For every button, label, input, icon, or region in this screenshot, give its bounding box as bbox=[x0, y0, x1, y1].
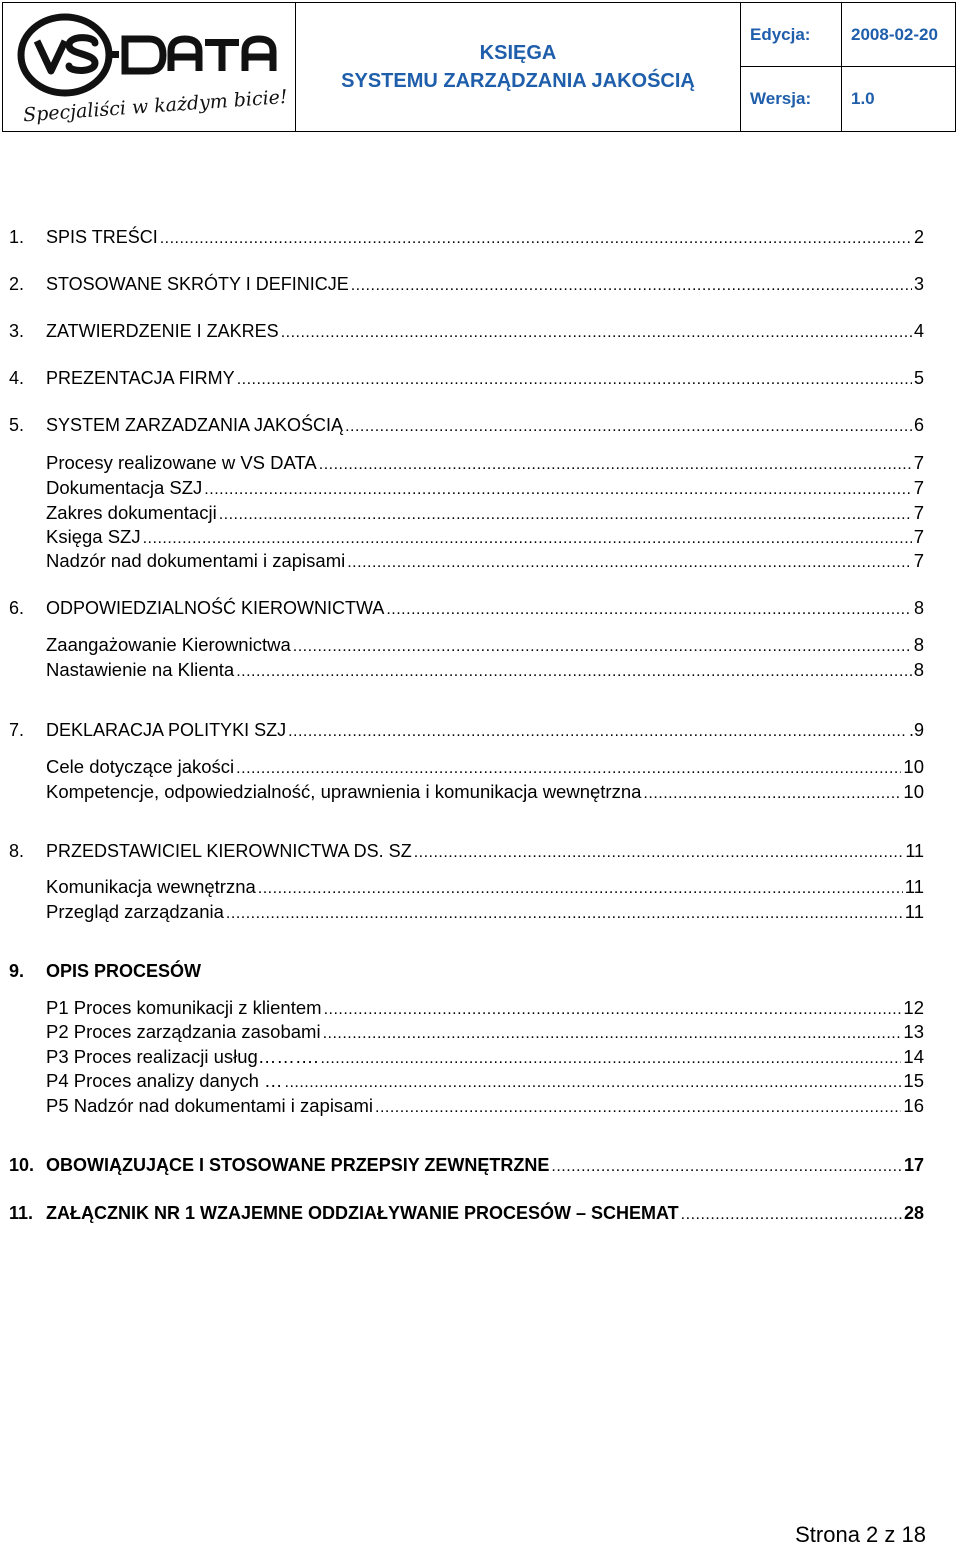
toc-subentry[interactable] bbox=[46, 550, 924, 574]
toc-title: ODPOWIEDZIALNOŚĆ KIEROWNICTWA bbox=[46, 598, 385, 618]
toc-subentry[interactable] bbox=[46, 1021, 924, 1045]
toc-leader bbox=[320, 1050, 901, 1068]
page-number: Strona 2 z 18 bbox=[795, 1522, 926, 1547]
toc-page: 10 bbox=[903, 781, 924, 802]
toc-page: 8 bbox=[913, 598, 924, 618]
toc-subentry[interactable] bbox=[46, 1070, 924, 1094]
toc-number: 11. bbox=[9, 1203, 34, 1223]
toc-title: Nadzór nad dokumentami i zapisami bbox=[46, 550, 346, 571]
toc-title: PREZENTACJA FIRMY bbox=[46, 368, 235, 388]
toc-title: Zaangażowanie Kierownictwa bbox=[46, 634, 291, 655]
toc-subentry[interactable] bbox=[46, 876, 924, 900]
toc-page: 7 bbox=[913, 550, 924, 571]
version-value: 1.0 bbox=[851, 89, 875, 108]
toc-entry-4[interactable] bbox=[9, 368, 924, 392]
toc-leader bbox=[285, 1074, 902, 1092]
toc-leader bbox=[160, 230, 912, 248]
toc-page: 8 bbox=[913, 659, 924, 680]
toc-leader bbox=[236, 663, 912, 681]
toc-title: ZAŁĄCZNIK NR 1 WZAJEMNE ODDZIAŁYWANIE PROCESÓW – SCHEMAT bbox=[46, 1203, 679, 1223]
toc-page: 3 bbox=[913, 274, 924, 294]
edition-label: Edycja: bbox=[741, 3, 842, 67]
toc-leader bbox=[551, 1158, 902, 1176]
toc-number: 4. bbox=[9, 368, 25, 388]
toc-title: P3 Proces realizacji usług………. bbox=[46, 1046, 319, 1067]
toc-page: 7 bbox=[913, 477, 924, 498]
toc-entry-5[interactable] bbox=[9, 415, 924, 439]
toc-title: Nastawienie na Klienta bbox=[46, 659, 235, 680]
toc-title: ZATWIERDZENIE I ZAKRES bbox=[46, 321, 279, 341]
toc-entry-6[interactable] bbox=[9, 598, 924, 622]
toc-leader bbox=[323, 1025, 902, 1043]
title-line-1: KSIĘGA bbox=[479, 42, 557, 64]
document-title bbox=[296, 3, 741, 131]
toc-subentry[interactable] bbox=[46, 502, 924, 526]
toc-number: 6. bbox=[9, 598, 25, 618]
toc-leader bbox=[219, 506, 912, 524]
toc-page: 10 bbox=[903, 756, 924, 777]
toc-subentry[interactable] bbox=[46, 997, 924, 1021]
toc-page: .9 bbox=[908, 720, 924, 740]
toc-number: 3. bbox=[9, 321, 25, 341]
toc-subentry[interactable] bbox=[46, 452, 924, 476]
toc-page: 15 bbox=[903, 1070, 924, 1091]
toc-title: P2 Proces zarządzania zasobami bbox=[46, 1021, 321, 1042]
toc-title: PRZEDSTAWICIEL KIEROWNICTWA DS. SZ bbox=[46, 841, 412, 861]
logo-slogan: Specjaliści w każdym bicie! bbox=[22, 85, 289, 127]
toc-title: Komunikacja wewnętrzna bbox=[46, 876, 256, 897]
toc-subentry[interactable] bbox=[46, 634, 924, 658]
toc-page: 28 bbox=[903, 1203, 924, 1223]
toc-title: Zakres dokumentacji bbox=[46, 502, 217, 523]
toc-entry-8[interactable] bbox=[9, 841, 924, 865]
toc-title: Dokumentacja SZJ bbox=[46, 477, 203, 498]
toc-title: OPIS PROCESÓW bbox=[46, 961, 202, 981]
toc-entry-1[interactable] bbox=[9, 227, 924, 251]
toc-leader bbox=[324, 1001, 902, 1019]
toc-title: Przegląd zarządzania bbox=[46, 901, 224, 922]
toc-page: 11 bbox=[904, 901, 924, 922]
toc-title: SYSTEM ZARZADZANIA JAKOŚCIĄ bbox=[46, 415, 344, 435]
toc-page: 14 bbox=[903, 1046, 924, 1067]
toc-page: 12 bbox=[903, 997, 924, 1018]
toc-page: 11 bbox=[905, 841, 924, 861]
toc-title: P1 Proces komunikacji z klientem bbox=[46, 997, 322, 1018]
toc-subentry[interactable] bbox=[46, 1046, 924, 1070]
toc-entry-7[interactable] bbox=[9, 720, 924, 744]
toc-leader bbox=[345, 418, 912, 436]
toc-subentry[interactable] bbox=[46, 756, 924, 780]
toc-subentry[interactable] bbox=[46, 781, 924, 805]
toc-page: 11 bbox=[904, 876, 924, 897]
toc-subentry[interactable] bbox=[46, 901, 924, 925]
toc-title: Księga SZJ bbox=[46, 526, 141, 547]
toc-leader bbox=[204, 481, 911, 499]
toc-title: OBOWIĄZUJĄCE I STOSOWANE PRZEPSIY ZEWNĘTRZNE bbox=[46, 1155, 550, 1175]
toc-entry-2[interactable] bbox=[9, 274, 924, 298]
toc-number: 7. bbox=[9, 720, 25, 740]
toc-page: 6 bbox=[913, 415, 924, 435]
toc-entry-10[interactable] bbox=[9, 1155, 924, 1179]
toc-page: 13 bbox=[903, 1021, 924, 1042]
toc-leader bbox=[226, 905, 903, 923]
toc-page: 2 bbox=[913, 227, 924, 247]
toc-page: 17 bbox=[903, 1155, 924, 1175]
toc-leader bbox=[237, 371, 912, 389]
toc-number: 5. bbox=[9, 415, 25, 435]
toc-title: Kompetencje, odpowiedzialność, uprawnienia i komunikacja wewnętrzna bbox=[46, 781, 642, 802]
toc-leader bbox=[319, 456, 912, 474]
toc-number: 9. bbox=[9, 961, 25, 981]
vsdata-logo-graphic bbox=[3, 3, 295, 131]
toc-leader bbox=[281, 324, 912, 342]
toc-title: P4 Proces analizy danych … bbox=[46, 1070, 283, 1091]
toc-page: 7 bbox=[913, 502, 924, 523]
toc-entry-11[interactable] bbox=[9, 1203, 924, 1227]
version-label: Wersja: bbox=[741, 67, 842, 131]
toc-leader bbox=[258, 880, 903, 898]
toc-leader bbox=[643, 785, 901, 803]
toc-leader bbox=[288, 723, 907, 741]
toc-page: 4 bbox=[913, 321, 924, 341]
toc-entry-3[interactable] bbox=[9, 321, 924, 345]
toc-page: 7 bbox=[913, 526, 924, 547]
toc-leader bbox=[236, 760, 901, 778]
edition-value: 2008-02-20 bbox=[842, 3, 955, 67]
toc-leader bbox=[143, 530, 912, 548]
toc-leader bbox=[293, 638, 912, 656]
toc-subentry[interactable] bbox=[46, 659, 924, 683]
toc-title: Cele dotyczące jakości bbox=[46, 756, 235, 777]
toc-page: 16 bbox=[903, 1095, 924, 1116]
toc-leader bbox=[681, 1206, 902, 1224]
toc-title: SPIS TREŚCI bbox=[46, 227, 158, 247]
title-line-2: SYSTEMU ZARZĄDZANIA JAKOŚCIĄ bbox=[341, 70, 695, 92]
toc-entry-9[interactable] bbox=[9, 961, 924, 985]
toc-leader bbox=[375, 1099, 901, 1117]
toc-subentry[interactable] bbox=[46, 477, 924, 501]
document-header bbox=[2, 2, 956, 132]
toc-leader bbox=[386, 601, 912, 619]
toc-page: 7 bbox=[913, 452, 924, 473]
toc-page: 5 bbox=[913, 368, 924, 388]
toc-page: 8 bbox=[913, 634, 924, 655]
toc-title: Procesy realizowane w VS DATA bbox=[46, 452, 317, 473]
toc-title: DEKLARACJA POLITYKI SZJ bbox=[46, 720, 287, 740]
toc-leader bbox=[347, 554, 911, 572]
toc-number: 10. bbox=[9, 1155, 35, 1175]
toc-number: 1. bbox=[9, 227, 25, 247]
toc-subentry[interactable] bbox=[46, 526, 924, 550]
toc-number: 8. bbox=[9, 841, 25, 861]
company-logo bbox=[3, 3, 296, 131]
toc-title: P5 Nadzór nad dokumentami i zapisami bbox=[46, 1095, 373, 1116]
toc-leader bbox=[351, 277, 912, 295]
toc-subentry[interactable] bbox=[46, 1095, 924, 1119]
toc-title: STOSOWANE SKRÓTY I DEFINICJE bbox=[46, 274, 349, 294]
toc-leader bbox=[414, 844, 904, 862]
toc-number: 2. bbox=[9, 274, 25, 294]
